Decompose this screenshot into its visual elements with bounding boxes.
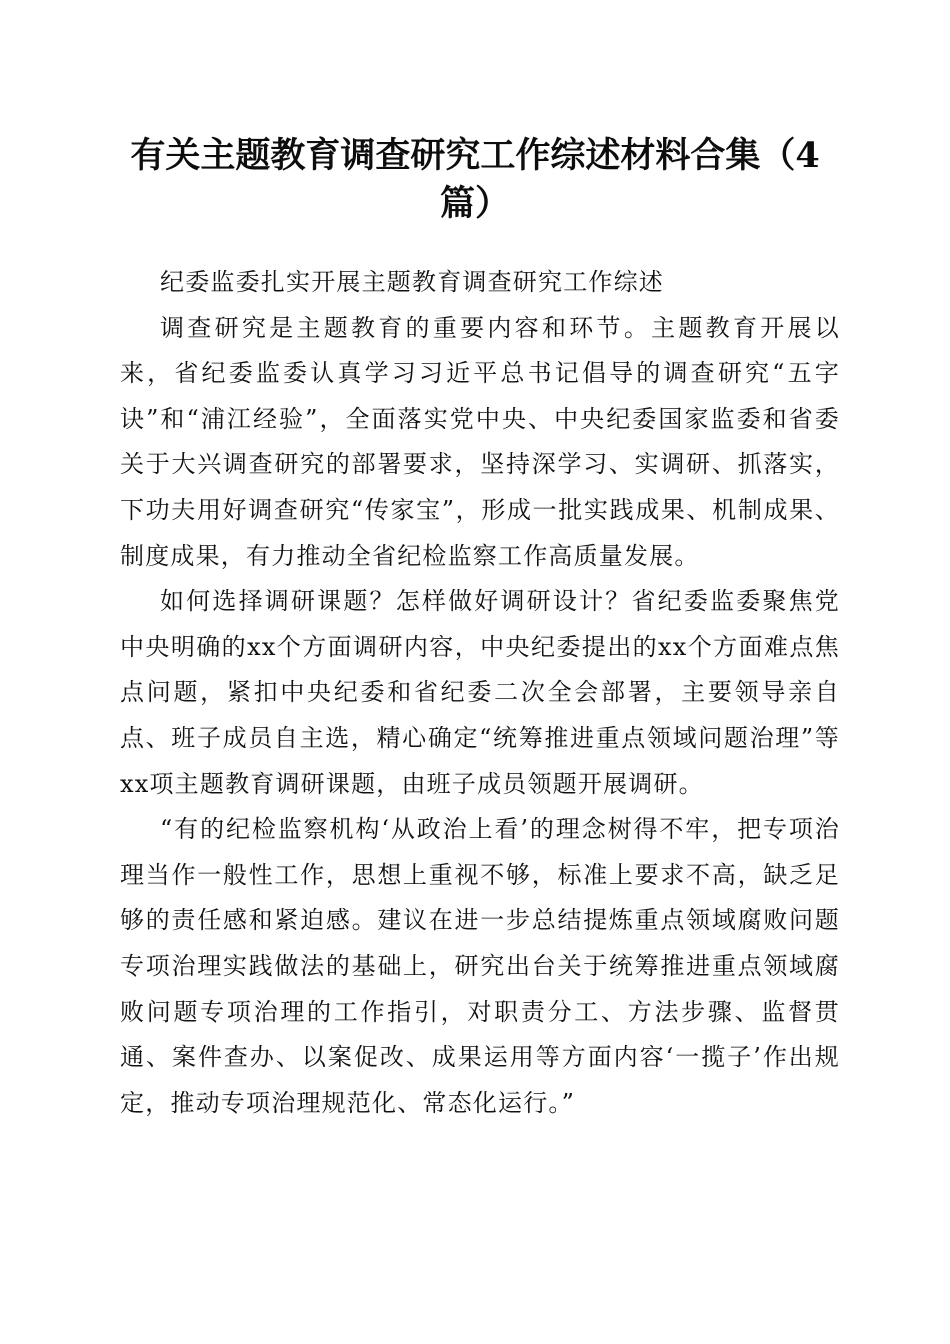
paragraph-2: 如何选择调研课题？怎样做好调研设计？省纪委监委聚焦党中央明确的xx个方面调研内容，中央纪委提出的xx个方面难点焦点问题，紧扣中央纪委和省纪委二次全会部署，主要领导亲自点、班子成员自主选，精心确定“统筹推进重点领域问题治理”等xx项主题教育调研课题，由班子成员领题开展调研。 (120, 587, 840, 798)
paragraph-1: 调查研究是主题教育的重要内容和环节。主题教育开展以来，省纪委监委认真学习习近平总书记倡导的调查研究“五字诀”和“浦江经验”，全面落实党中央、中央纪委国家监委和省委关于大兴调查研究的部署要求，坚持深学习、实调研、抓落实，下功夫用好调查研究“传家宝”，形成一批实践成果、机制成果、制度成果，有力推动全省纪检监察工作高质量发展。 (120, 313, 840, 570)
document-body (120, 250, 840, 1126)
document-title: 有关主题教育调查研究工作综述材料合集（4篇） (130, 135, 820, 224)
paragraph-3: “有的纪检监察机构‘从政治上看’的理念树得不牢，把专项治理当作一般性工作，思想上重视不够，标准上要求不高，缺乏足够的责任感和紧迫感。建议在进一步总结提炼重点领域腐败问题专项治理实践做法的基础上，研究出台关于统筹推进重点领域腐败问题专项治理的工作指引，对职责分工、方法步骤、监督贯通、案件查办、以案促改、成果运用等方面内容‘一揽子’作出规定，推动专项治理规范化、常态化运行。” (120, 815, 840, 1117)
section-subheading: 纪委监委扎实开展主题教育调查研究工作综述 (160, 268, 664, 296)
